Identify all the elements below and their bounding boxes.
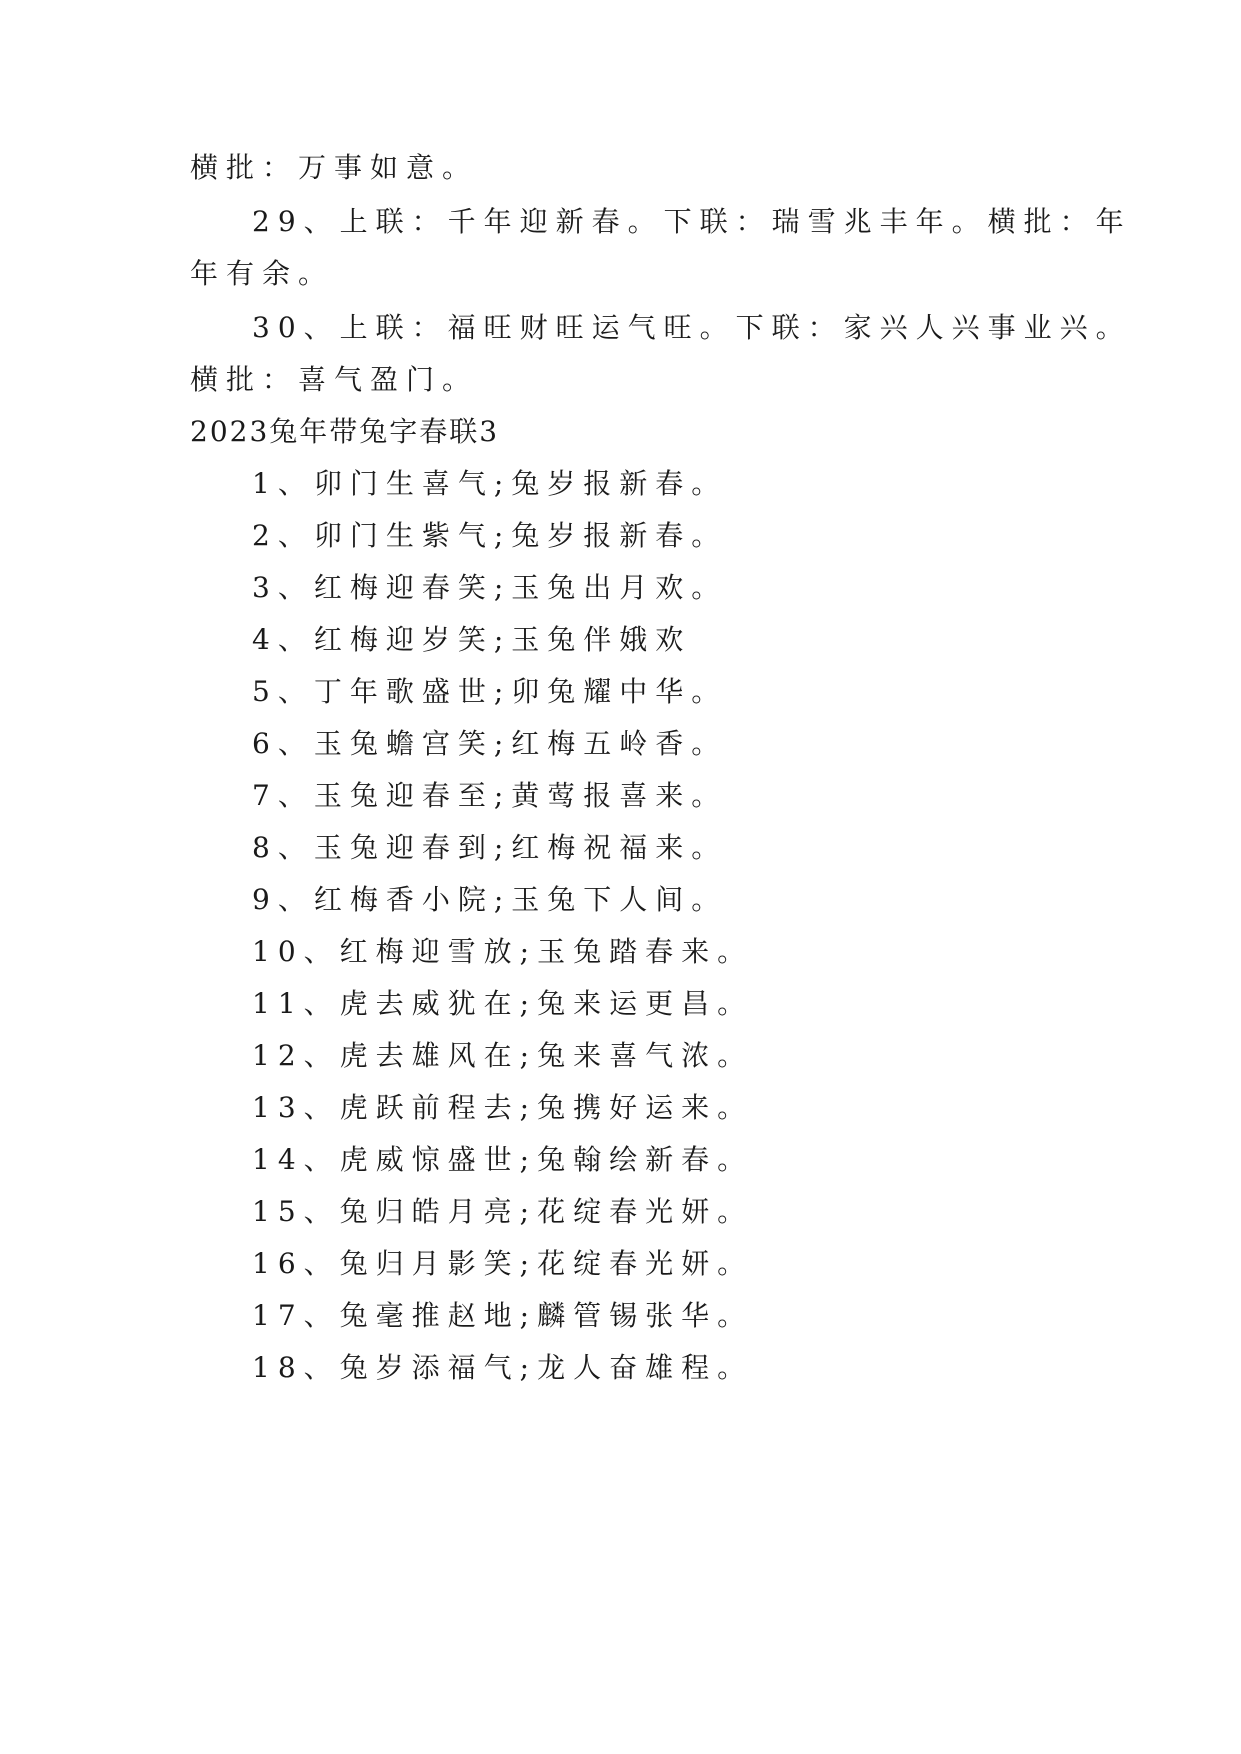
- couplet-item: 12、虎去雄风在;兔来喜气浓。: [252, 1039, 754, 1072]
- couplet-item: 9、红梅香小院;玉兔下人间。: [252, 883, 728, 916]
- couplet-item: 13、虎跃前程去;兔携好运来。: [252, 1091, 754, 1124]
- paragraph-hengpi-28: 横批：万事如意。: [190, 151, 479, 184]
- couplet-item: 18、兔岁添福气;龙人奋雄程。: [252, 1351, 754, 1384]
- paragraph-couplet-30-cont: 横批：喜气盈门。: [190, 363, 479, 396]
- couplet-item: 10、红梅迎雪放;玉兔踏春来。: [252, 935, 754, 968]
- section-heading: 2023兔年带兔字春联3: [190, 415, 500, 448]
- paragraph-couplet-30: 30、上联：福旺财旺运气旺。下联：家兴人兴事业兴。: [252, 311, 1132, 344]
- couplet-item: 17、兔毫推赵地;麟管锡张华。: [252, 1299, 754, 1332]
- couplet-item: 1、卯门生喜气;兔岁报新春。: [252, 467, 728, 500]
- couplet-item: 2、卯门生紫气;兔岁报新春。: [252, 519, 728, 552]
- couplet-item: 6、玉兔蟾宫笑;红梅五岭香。: [252, 727, 728, 760]
- couplet-item: 16、兔归月影笑;花绽春光妍。: [252, 1247, 754, 1280]
- couplet-item: 5、丁年歌盛世;卯兔耀中华。: [252, 675, 728, 708]
- paragraph-couplet-29-cont: 年有余。: [190, 257, 335, 290]
- couplet-item: 3、红梅迎春笑;玉兔出月欢。: [252, 571, 728, 604]
- paragraph-couplet-29: 29、上联：千年迎新春。下联：瑞雪兆丰年。横批：年: [252, 205, 1132, 238]
- couplet-item: 4、红梅迎岁笑;玉兔伴娥欢: [252, 623, 692, 656]
- couplet-item: 11、虎去威犹在;兔来运更昌。: [252, 987, 754, 1020]
- couplet-item: 7、玉兔迎春至;黄莺报喜来。: [252, 779, 728, 812]
- couplet-item: 8、玉兔迎春到;红梅祝福来。: [252, 831, 728, 864]
- couplet-item: 15、兔归皓月亮;花绽春光妍。: [252, 1195, 754, 1228]
- couplet-item: 14、虎威惊盛世;兔翰绘新春。: [252, 1143, 754, 1176]
